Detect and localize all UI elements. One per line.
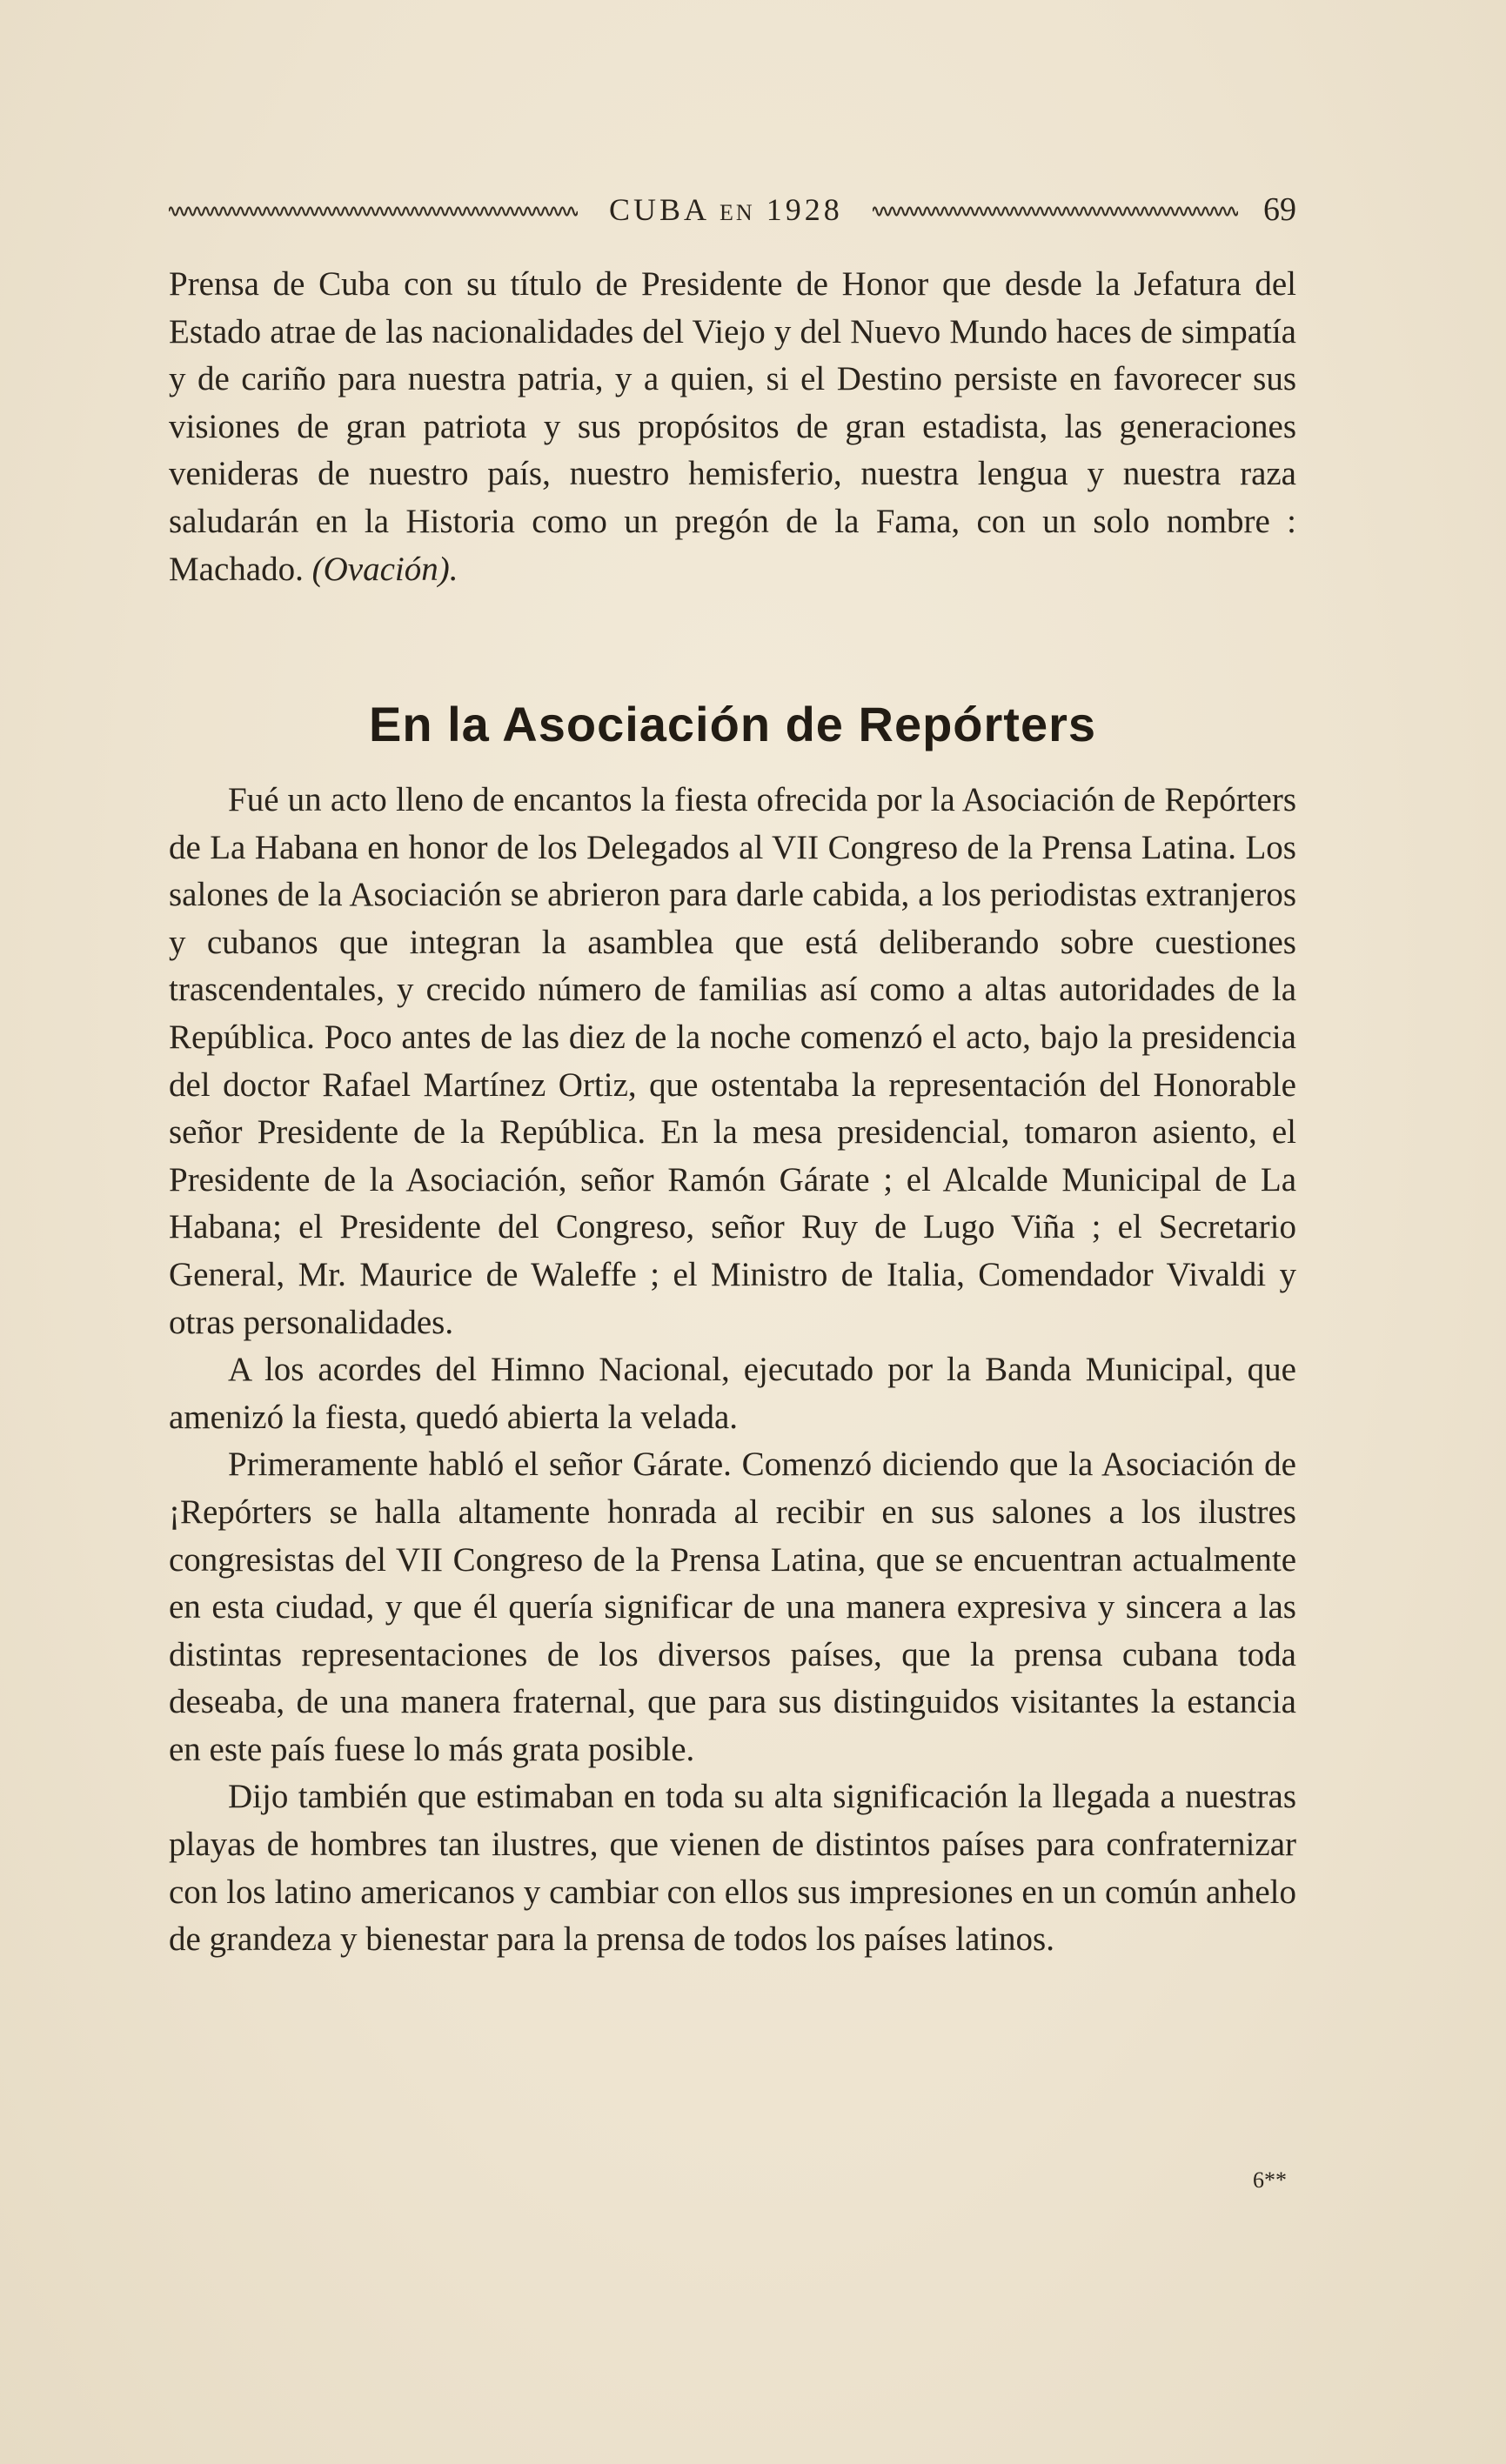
page-number: 69 — [1263, 191, 1296, 228]
paragraph: A los acordes del Himno Nacional, ejecutado por la Banda Municipal, que amenizó la fiesta, quedó abierta la velada. — [169, 1351, 1296, 1436]
wavy-ornament-left-icon — [169, 201, 578, 218]
running-title: CUBA EN 1928 — [609, 192, 843, 227]
section-body — [169, 777, 1296, 1964]
continued-paragraph — [169, 261, 1296, 593]
section-heading: En la Asociación de Repórters — [368, 697, 1097, 751]
paragraph: Dijo también que estimaban en toda su alta significación la llegada a nuestras playas de hombres tan ilustres, que vienen de distintos países para confraternizar con los latino americanos y cambiar con ellos sus impresiones en un común anhelo de grandeza y bienestar para la prensa de todos los países latinos. — [169, 1778, 1296, 1959]
wavy-ornament-right-icon — [873, 201, 1238, 218]
printer-signature-mark: 6** — [1253, 2167, 1287, 2193]
paragraph-text: Prensa de Cuba con su título de Presidente de Honor que desde la Jefatura del Estado atrae de las nacionalidades del Viejo y del Nuevo Mundo haces de simpatía y de cariño para nuestra patria, y a quien, si el Destino persiste en favorecer sus visiones de gran patriota y sus propósitos de gran estadista, las generaciones venideras de nuestro país, nuestro hemisferio, nuestra lengua y nuestra raza saludarán en la Historia como un pregón de la Fama, con un solo nombre : Machado. — [169, 265, 1296, 588]
paragraph: Primeramente habló el señor Gárate. Comenzó diciendo que la Asociación de ¡Repórters se halla altamente honrada al recibir en sus salones a los ilustres congresistas del VII Congreso de la Prensa Latina, que se encuentran actualmente en esta ciudad, y que él quería significar de una manera expresiva y sincera a las distintas representaciones de los diversos países, que la prensa cubana toda deseaba, de una manera fraternal, que para sus distinguidos visitantes la estancia en este país fuese lo más grata posible. — [169, 1446, 1296, 1768]
running-header — [169, 188, 1296, 231]
ovation-note: (Ovación). — [311, 550, 458, 588]
paragraph: Fué un acto lleno de encantos la fiesta ofrecida por la Asociación de Repórters de La Habana en honor de los Delegados al VII Congreso de la Prensa Latina. Los salones de la Asociación se abrieron para darle cabida, a los periodistas extranjeros y cubanos que integran la asamblea que está deliberando sobre cuestiones trascendentales, y crecido número de familias así como a altas autoridades de la República. Poco antes de las diez de la noche comenzó el acto, bajo la presidencia del doctor Rafael Martínez Ortiz, que ostentaba la representación del Honorable señor Presidente de la República. En la mesa presidencial, tomaron asiento, el Presidente de la Asociación, señor Ramón Gárate ; el Alcalde Municipal de La Habana; el Presidente del Congreso, señor Ruy de Lugo Viña ; el Secretario General, Mr. Maurice de Waleffe ; el Ministro de Italia, Comendador Vivaldi y otras personalidades. — [169, 781, 1296, 1341]
